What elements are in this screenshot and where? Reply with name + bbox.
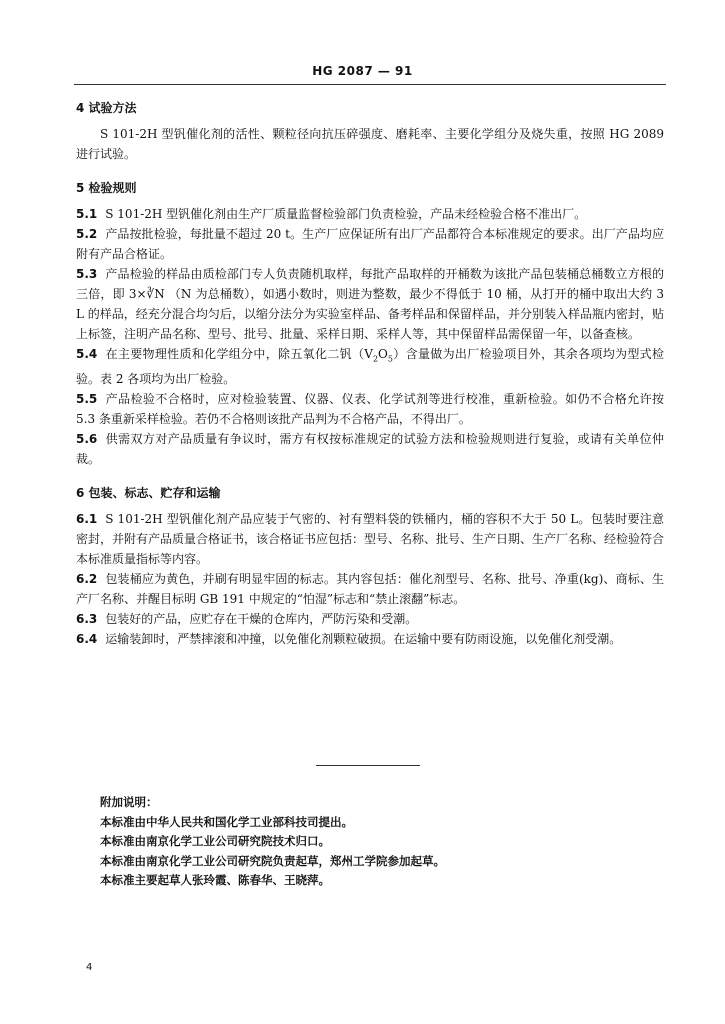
header-rule [74,84,666,85]
clause-text: 产品检验不合格时，应对检验装置、仪器、仪表、化学试剂等进行校准，重新检验。如仍不合格允许按 5.3 条重新采样检验。若仍不合格则该批产品判为不合格产品，不得出厂。 [76,392,664,427]
page-number: 4 [86,962,93,973]
separator-rule [316,765,420,766]
clause-text: 产品按批检验，每批量不超过 20 t。生产厂应保证所有出厂产品都符合本标准规定的要求。出厂产品均应附有产品合格证。 [76,227,664,261]
notes-title: 附加说明： [100,795,158,809]
notes-line: 本标准由南京化学工业公司研究院负责起草，郑州工学院参加起草。 [100,853,445,868]
section-4-text: S 101-2H 型钒催化剂的活性、颗粒径向抗压碎强度、磨耗率、主要化学组分及烧失重，按照 HG 2089 进行试验。 [76,127,664,161]
section-5-title: 5 检验规则 [76,181,137,195]
clause-text: 包装桶应为黄色，并刷有明显牢固的标志。其内容包括：催化剂型号、名称、批号、净重(kg)、商标、生产厂名称、并醒目标明 GB 191 中规定的“怕湿”标志和“禁止滚翻”标志。 [76,572,664,607]
section-6-title: 6 包装、标志、贮存和运输 [76,486,221,501]
clause-6-3 [76,609,664,629]
notes-line: 本标准主要起草人张玲霞、陈春华、王晓萍。 [100,873,330,887]
clause-5-6 [76,429,664,469]
clause-6-4 [76,629,664,649]
clause-text-after: ）含量做为出厂检验项目外，其余各项均为型式检验。表 2 各项均为出厂检验。 [76,347,664,387]
clause-number: 6.3 [76,612,98,627]
clause-number: 6.2 [76,572,98,587]
notes-line: 本标准由南京化学工业公司研究院技术归口。 [100,834,330,848]
clause-number: 5.6 [76,432,98,447]
subscript: 2 [372,354,379,364]
clause-number: 6.1 [76,512,98,527]
clause-6-2 [76,569,664,609]
clause-number: 5.5 [76,392,98,407]
clause-5-1 [76,204,664,224]
clause-text: 供需双方对产品质量有争议时，需方有权按标准规定的试验方法和检验规则进行复验，或请有关单位仲裁。 [76,432,664,467]
clause-number: 6.4 [76,632,98,647]
clause-text: S 101-2H 型钒催化剂由生产厂质量监督检验部门负责检验，产品未经检验合格不准出厂。 [105,207,587,221]
clause-text: 包装好的产品，应贮存在干燥的仓库内，严防污染和受潮。 [105,612,418,627]
clause-5-4 [76,344,664,389]
additional-notes [100,793,640,891]
clause-number: 5.2 [76,227,98,241]
clause-number: 5.3 [76,267,98,281]
clause-6-1 [76,509,664,569]
subscript: 5 [387,354,393,364]
clause-text: S 101-2H 型钒催化剂产品应装于气密的、衬有塑料袋的铁桶内，桶的容积不大于 50 L。包装时要注意密封，并附有产品质量合格证书，该合格证书应包括：型号、名称、批号、生产日期、生产厂名称、经检验符合本标准质量指标等内容。 [76,512,665,567]
clause-text-mid: O [378,347,388,361]
clause-text: 运输装卸时，严禁摔滚和冲撞，以免催化剂颗粒破损。在运输中要有防雨设施，以免催化剂受潮。 [105,632,622,647]
clause-5-2 [76,224,664,264]
clause-number: 5.4 [76,347,98,361]
section-4-title: 4 试验方法 [76,101,137,115]
clause-text: 产品检验的样品由质检部门专人负责随机取样，每批产品取样的开桶数为该批产品包装桶总桶数立方根的三倍，即 3×∛N （N 为总桶数），如遇小数时，则进为整数，最少不得低于 10 桶，从打开的桶中取出大约 3 L 的样品，经充分混合均匀后，以缩分法分为实验室样品、备考样品和保留样品，并分别装入样品瓶内密封，贴上标签，注明产品名称、型号、批号、批量、采样日期、采样人等，其中保留样品需保留一年，以备查核。 [76,267,664,341]
main-content [76,98,664,649]
clause-5-5 [76,389,664,429]
notes-line: 本标准由中华人民共和国化学工业部科技司提出。 [100,814,353,829]
clause-5-3 [76,264,664,344]
clause-number: 5.1 [76,207,98,221]
clause-text-before: 在主要物理性质和化学组分中，除五氧化二钒（V [105,347,373,361]
standard-code-header: HG 2087 — 91 [312,64,413,78]
